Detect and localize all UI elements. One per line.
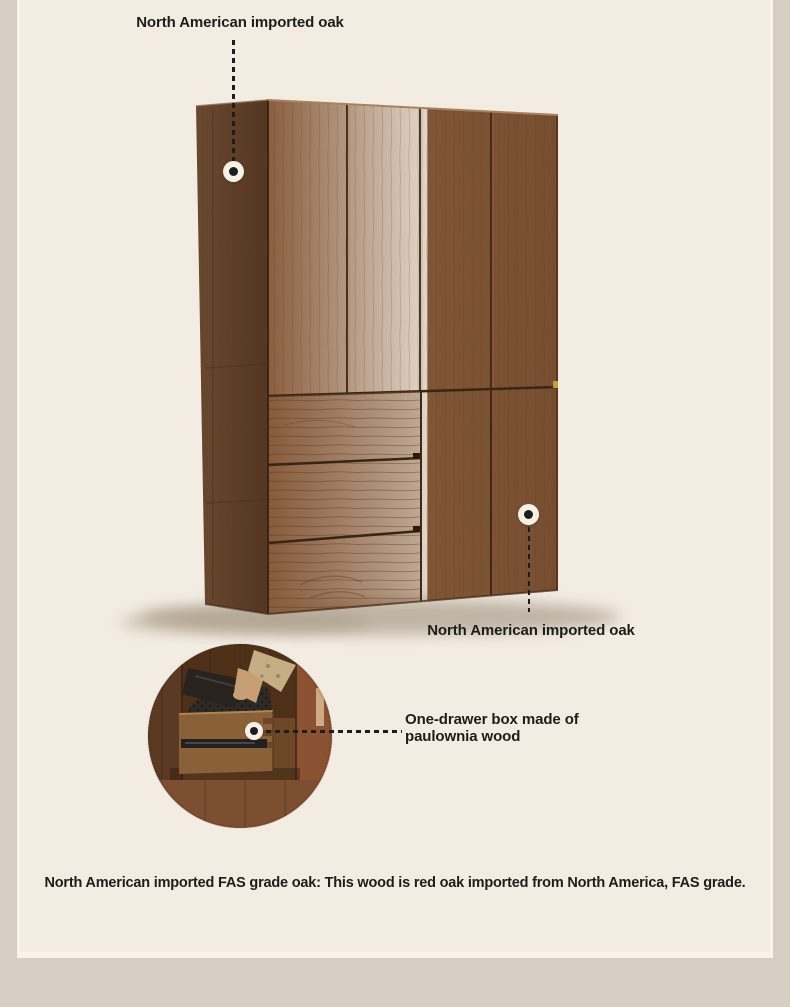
inset-label-line2: paulownia wood <box>405 728 521 745</box>
callout-line-inset <box>266 730 402 733</box>
brass-hinge-accent <box>553 381 558 388</box>
drawer-block <box>268 391 421 614</box>
inset-label-line1: One-drawer box made of <box>405 711 579 728</box>
inset-label <box>405 711 615 745</box>
callout-line-bottom-right <box>528 527 531 612</box>
callout-dot-top <box>223 161 244 182</box>
callout-dot-bottom-right <box>518 504 539 525</box>
callout-dot-inset <box>245 722 263 740</box>
footer-statement: North American imported FAS grade oak: This wood is red oak imported from North America, FAS grade. <box>44 875 746 891</box>
callout-line-top <box>232 40 235 162</box>
wardrobe-front <box>268 100 558 614</box>
callout-label-top: North American imported oak <box>136 14 344 31</box>
inset-photo <box>148 644 332 828</box>
callout-label-bottom-right: North American imported oak <box>427 622 635 639</box>
